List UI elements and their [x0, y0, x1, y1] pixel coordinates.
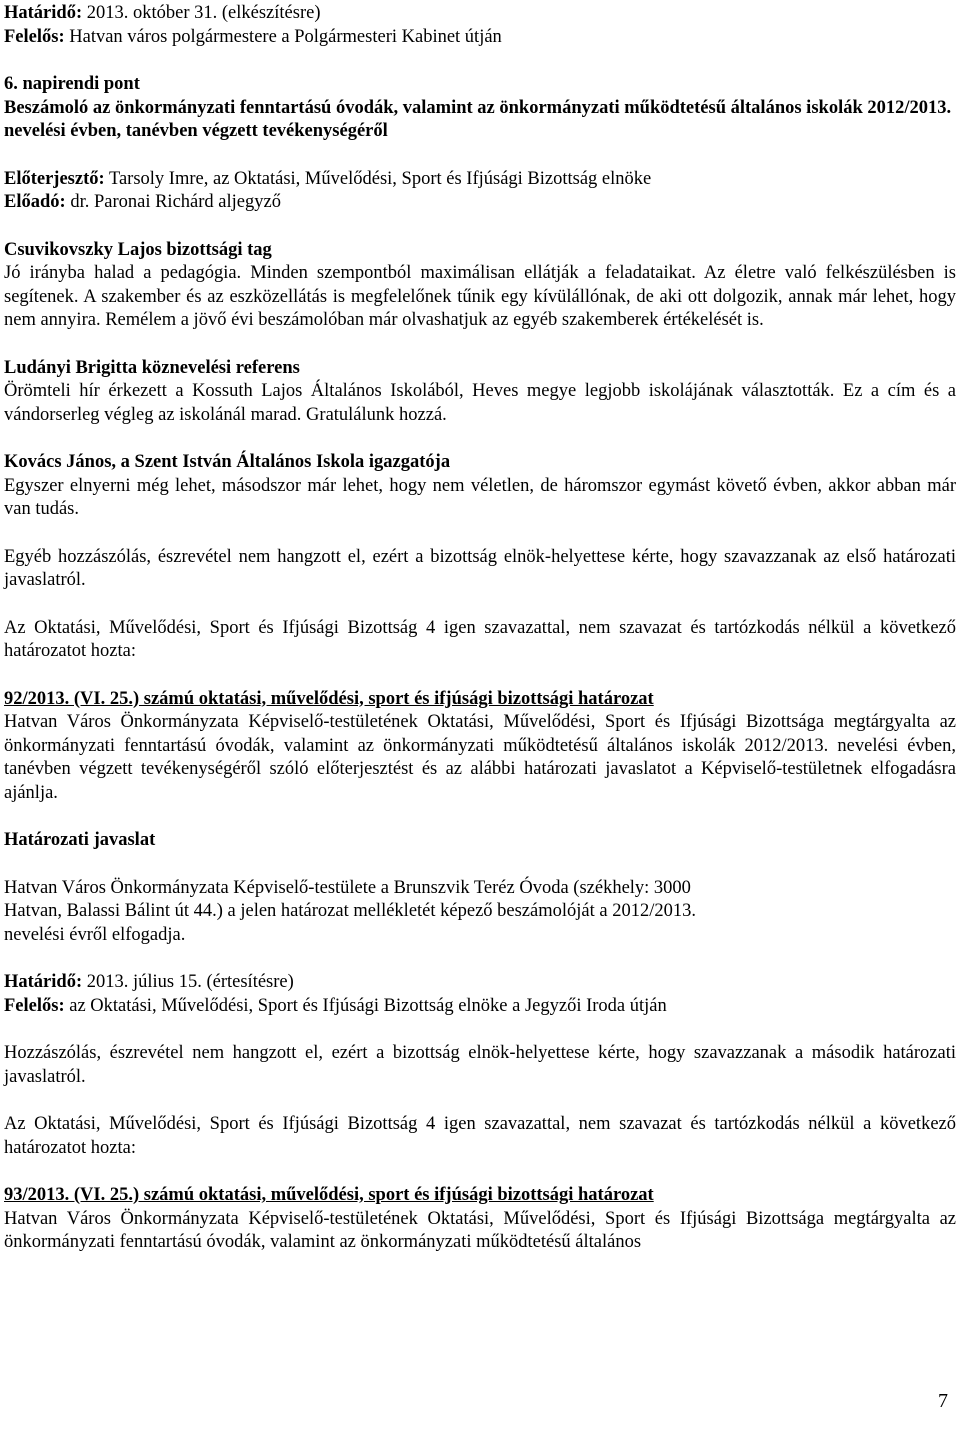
speaker-name: Ludányi Brigitta köznevelési referens [4, 357, 300, 378]
presenter-value: Tarsoly Imre, az Oktatási, Művelődési, Sport és Ifjúsági Bizottság elnöke [104, 168, 652, 189]
responsible-label: Felelős: [4, 995, 65, 1016]
vote-paragraph: Az Oktatási, Művelődési, Sport és Ifjúsági Bizottság 4 igen szavazattal, nem szavazat és tartózkodás nélkül a következő határozatot hozta: [4, 617, 956, 661]
proposal-line: nevelési évről elfogadja. [4, 924, 186, 945]
resolution-title: 92/2013. (VI. 25.) számú oktatási, művelődési, sport és ifjúsági bizottsági határozat [4, 688, 654, 709]
responsible-value: az Oktatási, Művelődési, Sport és Ifjúsági Bizottság elnöke a Jegyzői Iroda útján [64, 995, 667, 1016]
agenda-title: Beszámoló az önkormányzati fenntartású óvodák, valamint az önkormányzati működtetésű általános iskolák 2012/2013. nevelési évben, tanévben végzett tevékenységéről [4, 97, 952, 141]
speaker-line [4, 191, 956, 215]
speaker-name: Kovács János, a Szent István Általános Iskola igazgatója [4, 452, 451, 472]
deadline-value: 2013. július 15. (értesítésre) [82, 972, 294, 992]
responsible-label: Felelős: [4, 26, 65, 47]
comment-paragraph: Egyéb hozzászólás, észrevétel nem hangzott el, ezért a bizottság elnök-helyettese kérte, hogy szavazzanak az első határozati javaslatról. [4, 546, 956, 590]
presenter-label: Előterjesztő: [4, 168, 105, 189]
responsible-line-1 [4, 26, 956, 50]
deadline-label: Határidő: [4, 972, 83, 992]
speaker-value: dr. Paronai Richárd aljegyző [65, 192, 281, 212]
speaker-label: Előadó: [4, 192, 66, 212]
proposal-line: Hatvan, Balassi Bálint út 44.) a jelen határozat mellékletét képező beszámolóját a 2012/2013. [4, 901, 696, 921]
deadline-label: Határidő: [4, 3, 83, 23]
vote-paragraph: Az Oktatási, Művelődési, Sport és Ifjúsági Bizottság 4 igen szavazattal, nem szavazat és tartózkodás nélkül a következő határozatot hozta: [4, 1114, 956, 1158]
proposal-line: Hatvan Város Önkormányzata Képviselő-testülete a Brunszvik Teréz Óvoda (székhely: 3000 [4, 877, 691, 898]
deadline-line-1 [4, 2, 956, 26]
agenda-heading: 6. napirendi pont [4, 74, 140, 94]
speaker-name: Csuvikovszky Lajos bizottsági tag [4, 239, 272, 260]
presenter-line [4, 168, 956, 192]
resolution-title: 93/2013. (VI. 25.) számú oktatási, művelődési, sport és ifjúsági bizottsági határozat [4, 1185, 654, 1205]
document-page [4, 2, 956, 1255]
speaker-text: Egyszer elnyerni még lehet, másodszor már lehet, hogy nem véletlen, de háromszor egymást követő évben, akkor abban már van tudás. [4, 475, 956, 519]
deadline-line-2 [4, 971, 956, 995]
page-number: 7 [938, 1390, 948, 1412]
responsible-value: Hatvan város polgármestere a Polgármesteri Kabinet útján [64, 26, 502, 47]
speaker-text: Örömteli hír érkezett a Kossuth Lajos Általános Iskolából, Heves megye legjobb iskolájának választották. Ez a cím és a vándorserleg végleg az iskolánál marad. Gratulálunk hozzá. [4, 381, 956, 425]
comment-paragraph: Hozzászólás, észrevétel nem hangzott el, ezért a bizottság elnök-helyettese kérte, hogy szavazzanak a második határozati javaslatról. [4, 1043, 956, 1087]
deadline-value: 2013. október 31. (elkészítésre) [82, 3, 321, 23]
responsible-line-2 [4, 995, 956, 1019]
resolution-text: Hatvan Város Önkormányzata Képviselő-testületének Oktatási, Művelődési, Sport és Ifjúsági Bizottsága megtárgyalta az önkormányzati fenntartású óvodák, valamint az önkormányzati működtetésű általános [4, 1208, 956, 1252]
proposal-heading: Határozati javaslat [4, 830, 156, 850]
speaker-text: Jó irányba halad a pedagógia. Minden szempontból maximálisan ellátják a feladataikat. Az életre való felkészülésben is segítenek. A szakember és az eszközellátás is megfelelőnek tűnik egy kívülállónak, de aki ott dolgozik, annak már lehet, hogy nem annyira. Remélem a jövő évi beszámolóban már olvashatjuk az egyéb szakemberek értékelését is. [4, 263, 956, 330]
resolution-text: Hatvan Város Önkormányzata Képviselő-testületének Oktatási, Művelődési, Sport és Ifjúsági Bizottsága megtárgyalta az önkormányzati fenntartású óvodák, valamint az önkormányzati működtetésű általános iskolák 2012/2013. nevelési évben, tanévben végzett tevékenységéről szóló előterjesztést és az alábbi határozati javaslatot a Képviselő-testületnek elfogadásra ajánlja. [4, 712, 956, 803]
